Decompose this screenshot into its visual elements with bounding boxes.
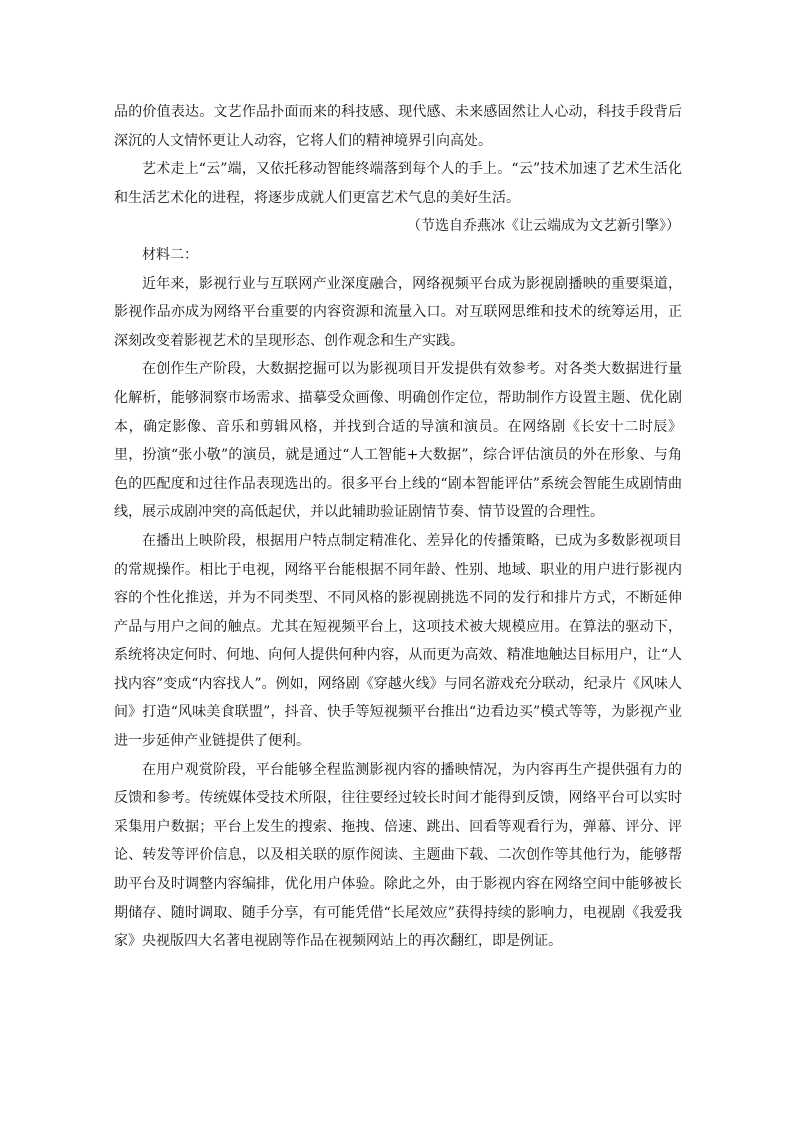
paragraph-3: 近年来，影视行业与互联网产业深度融合，网络视频平台成为影视剧播映的重要渠道，影视作品亦成为网络平台重要的内容资源和流量入口。对互联网思维和技术的统筹运用，正深刻改变着影视艺术的呈现形态、创作观念和生产实践。 — [114, 275, 682, 349]
paragraph-5: 在播出上映阶段，根据用户特点制定精准化、差异化的传播策略，已成为多数影视项目的常规操作。相比于电视，网络平台能根据不同年龄、性别、地域、职业的用户进行影视内容的个性化推送，并为不同类型、不同风格的影视剧挑选不同的发行和排片方式，不断延伸产品与用户之间的触点。尤其在短视频平台上，这项技术被大规模应用。在算法的驱动下，系统将决定何时、何地、向何人提供何种内容，从而更为高效、精准地触达目标用户，让“人找内容”变成“内容找人”。例如，网络剧《穿越火线》与同名游戏充分联动，纪录片《风味人间》打造“风味美食联盟”，抖音、快手等短视频平台推出“边看边买”模式等等，为影视产业进一步延伸产业链提供了便利。 — [114, 532, 682, 750]
source-citation: （节选自乔燕冰《让云端成为文艺新引擎》） — [407, 218, 680, 235]
paragraph-1: 品的价值表达。文艺作品扑面而来的科技感、现代感、未来感固然让人心动，科技手段背后深沉的人文情怀更让人动容，它将人们的精神境界引向高处。 — [114, 104, 682, 149]
paragraph-4: 在创作生产阶段，大数据挖掘可以为影视项目开发提供有效参考。对各类大数据进行量化解析，能够洞察市场需求、描摹受众画像、明确创作定位，帮助制作方设置主题、优化剧本，确定影像、音乐和剪辑风格，并找到合适的导演和演员。在网络剧《长安十二时辰》里，扮演“张小敬”的演员，就是通过“人工智能+大数据”，综合评估演员的外在形象、与角色的匹配度和过往作品表现选出的。很多平台上线的“剧本智能评估”系统会智能生成剧情曲线，展示成剧冲突的高低起伏，并以此辅助验证剧情节奏、情节设置的合理性。 — [114, 361, 682, 521]
paragraph-2: 艺术走上“云”端，又依托移动智能终端落到每个人的手上。“云”技术加速了艺术生活化和生活艺术化的进程，将逐步成就人们更富艺术气息的美好生活。 — [114, 161, 682, 206]
section-label: 材料二： — [142, 246, 198, 263]
document-body — [114, 98, 682, 956]
paragraph-6: 在用户观赏阶段，平台能够全程监测影视内容的播映情况，为内容再生产提供强有力的反馈和参考。传统媒体受技术所限，往往要经过较长时间才能得到反馈，网络平台可以实时采集用户数据；平台上发生的搜索、拖拽、倍速、跳出、回看等观看行为，弹幕、评分、评论、转发等评价信息，以及相关联的原作阅读、主题曲下载、二次创作等其他行为，能够帮助平台及时调整内容编排，优化用户体验。除此之外，由于影视内容在网络空间中能够被长期储存、随时调取、随手分享，有可能凭借“长尾效应”获得持续的影响力，电视剧《我爱我家》央视版四大名著电视剧等作品在视频网站上的再次翻红，即是例证。 — [114, 761, 682, 950]
